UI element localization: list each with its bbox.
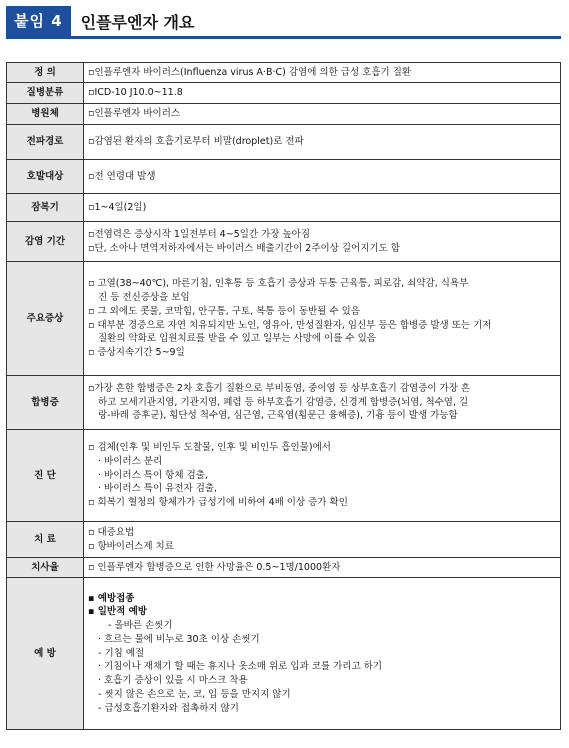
content-line: - 씻지 않은 손으로 눈, 코, 입 등을 만지지 않기 xyxy=(98,688,291,700)
table-row xyxy=(7,262,561,376)
table-row xyxy=(7,222,561,262)
content-line: ▫ 항바이러스제 치료 xyxy=(88,540,174,552)
row-label: 정 의 xyxy=(7,63,84,83)
content-line: - 기침 예절 xyxy=(98,647,145,659)
content-line: - 급성호흡기환자와 접촉하지 않기 xyxy=(98,702,239,714)
table-row xyxy=(7,558,561,578)
row-label: 잠복기 xyxy=(7,194,84,222)
content-line: ▫ 대증요법 xyxy=(88,526,135,538)
content-line: ▫단, 소아나 면역저하자에서는 바이러스 배출기간이 2주이상 길어지기도 함 xyxy=(88,242,400,254)
row-content xyxy=(84,262,561,376)
document-title: 인플루엔자 개요 xyxy=(80,12,195,32)
content-line: ▫전염력은 증상시작 1일전부터 4~5일간 가장 높아짐 xyxy=(88,228,310,240)
table-row xyxy=(7,83,561,104)
content-line: ▫가장 흔한 합병증은 2차 호흡기 질환으로 부비동염, 중이염 등 상부호흡기 감염증이 가장 흔 xyxy=(88,382,471,394)
row-content xyxy=(84,522,561,558)
row-content xyxy=(84,558,561,578)
content-line: - 올바른 손씻기 xyxy=(108,620,173,632)
content-line: · 바이러스 특이 항체 검출, xyxy=(98,469,208,481)
content-line: · 바이러스 분리 xyxy=(98,455,163,467)
content-line: · 바이러스 특이 유전자 검출, xyxy=(98,483,218,495)
content-line: 랑-바레 증후군), 횡단성 척수염, 심근염, 근육염(횡문근 융해증), 기흉 등이 발생 가능함 xyxy=(98,410,458,422)
attachment-badge: 붙임 4 xyxy=(6,6,71,36)
content-line: ▫감염된 환자의 호흡기로부터 비말(droplet)로 전파 xyxy=(88,136,304,148)
content-line: ▫인플루엔자 바이러스(Influenza virus A·B·C) 감염에 의한 급성 호흡기 질환 xyxy=(88,66,412,78)
content-line: ▫ 회복기 혈청의 항체가가 급성기에 비하여 4배 이상 증가 확인 xyxy=(88,497,348,509)
row-label: 질병분류 xyxy=(7,83,84,104)
table-row xyxy=(7,194,561,222)
content-line: ▫인플루엔자 바이러스 xyxy=(88,108,181,120)
content-line: · 호흡기 증상이 있을 시 마스크 착용 xyxy=(98,675,248,687)
content-line: ▪ 예방접종 xyxy=(88,592,135,604)
row-label: 주요증상 xyxy=(7,262,84,376)
row-content xyxy=(84,83,561,104)
content-line: ▪ 일반적 예방 xyxy=(88,606,147,618)
row-label: 전파경로 xyxy=(7,125,84,160)
row-label: 치 료 xyxy=(7,522,84,558)
row-content xyxy=(84,125,561,160)
table-row xyxy=(7,522,561,558)
content-line: ▫ 그 외에도 콧물, 코막힘, 안구통, 구토, 복통 등이 동반될 수 있음 xyxy=(88,305,360,317)
row-content xyxy=(84,63,561,83)
row-label: 합병증 xyxy=(7,376,84,430)
content-line: ▫ 대부분 경증으로 자연 치유되지만 노인, 영유아, 만성질환자, 임신부 등은 합병증 발생 또는 기저 xyxy=(88,319,492,331)
table-row xyxy=(7,376,561,430)
content-line: 진 등 전신증상을 보임 xyxy=(98,291,190,303)
content-line: ▫ICD-10 J10.0~11.8 xyxy=(88,87,183,99)
document-header xyxy=(6,6,561,39)
table-row xyxy=(7,63,561,83)
table-row xyxy=(7,430,561,522)
content-line: ▫ 증상지속기간 5~9일 xyxy=(88,347,185,359)
row-label: 감염 기간 xyxy=(7,222,84,262)
content-line: · 흐르는 물에 비누로 30초 이상 손씻기 xyxy=(98,633,260,645)
row-label: 진 단 xyxy=(7,430,84,522)
row-content xyxy=(84,222,561,262)
overview-table xyxy=(6,62,561,730)
table-row xyxy=(7,125,561,160)
content-line: ▫ 고열(38~40℃), 마른기침, 인후통 등 호흡기 증상과 두통 근육통, 피로감, 쇠약감, 식욕부 xyxy=(88,278,469,290)
table-row xyxy=(7,104,561,125)
content-line: ▫ 인플루엔자 합병증으로 인한 사망율은 0.5~1명/1000환자 xyxy=(88,561,341,573)
row-content xyxy=(84,430,561,522)
row-label: 예 방 xyxy=(7,578,84,730)
row-content xyxy=(84,104,561,125)
content-line: · 기침이나 재채기 할 때는 휴지나 옷소매 위로 입과 코를 가리고 하기 xyxy=(98,661,383,673)
row-content xyxy=(84,160,561,194)
row-label: 치사율 xyxy=(7,558,84,578)
table-row xyxy=(7,578,561,730)
content-line: 하고 모세기관지염, 기관지염, 폐렴 등 하부호흡기 감염증, 신경계 합병증(뇌염, 척수염, 길 xyxy=(98,396,469,408)
row-content xyxy=(84,376,561,430)
row-label: 병원체 xyxy=(7,104,84,125)
content-line: ▫1~4일(2일) xyxy=(88,201,147,213)
row-label: 호발대상 xyxy=(7,160,84,194)
row-content xyxy=(84,194,561,222)
content-line: ▫전 연령대 발생 xyxy=(88,170,156,182)
content-line: ▫ 검체(인후 및 비인두 도찰물, 인후 및 비인두 흡인물)에서 xyxy=(88,442,331,454)
row-content xyxy=(84,578,561,730)
table-row xyxy=(7,160,561,194)
content-line: 질환의 악화로 입원치료를 받을 수 있고 일부는 사망에 이를 수 있음 xyxy=(98,333,376,345)
